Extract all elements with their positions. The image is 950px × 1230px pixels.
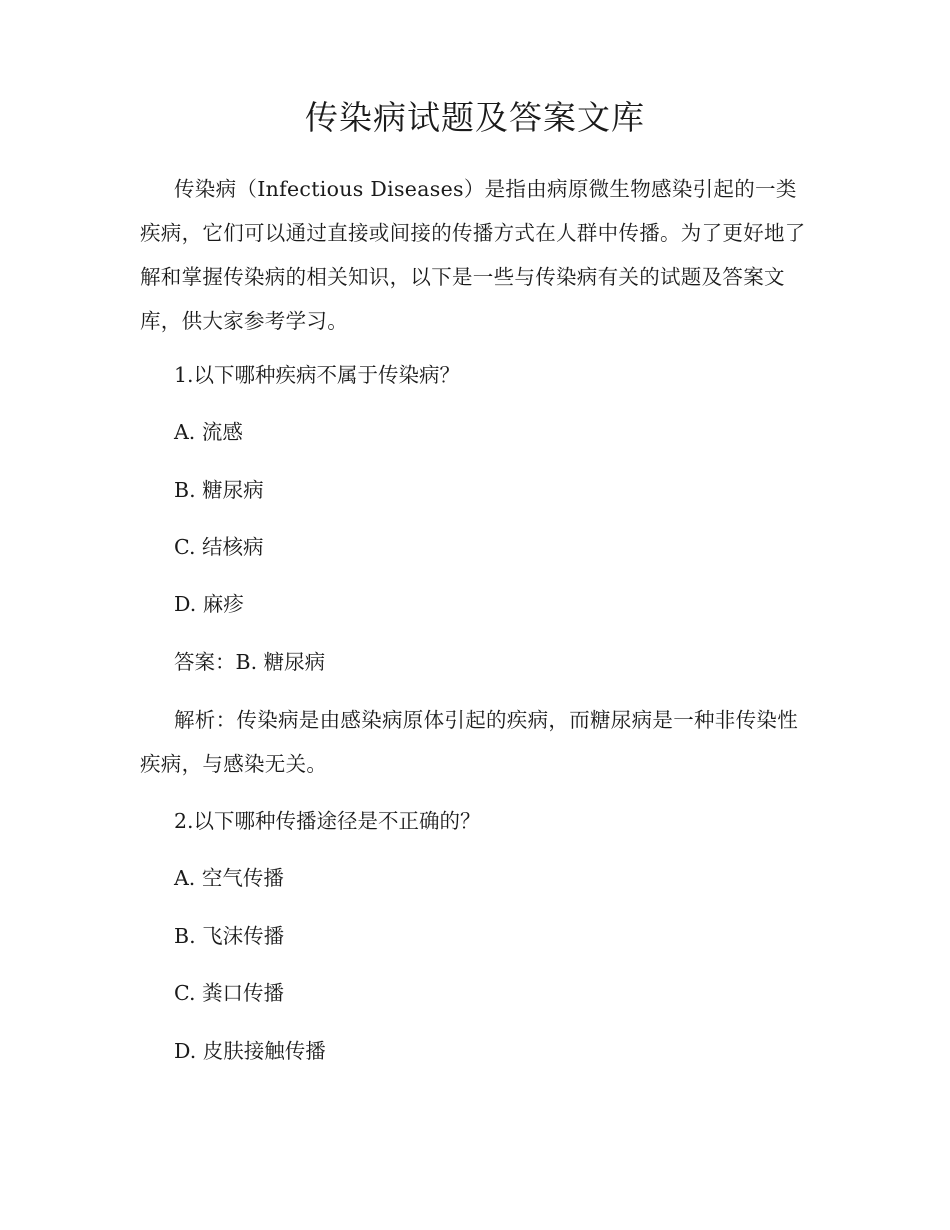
q2-option-c: C. 粪口传播 [174, 981, 284, 1005]
q2-option-d: D. 皮肤接触传播 [174, 1039, 326, 1063]
q2-option-a: A. 空气传播 [174, 866, 284, 890]
q1-option-c: C. 结核病 [174, 535, 264, 559]
q1-explanation: 解析：传染病是由感染病原体引起的疾病，而糖尿病是一种非传染性疾病，与感染无关。 [140, 708, 798, 776]
q1-answer: 答案：B. 糖尿病 [174, 650, 326, 674]
q1-option-b: B. 糖尿病 [174, 478, 264, 502]
intro-paragraph: 传染病（Infectious Diseases）是指由病原微生物感染引起的一类疾病，它们可以通过直接或间接的传播方式在人群中传播。为了更好地了解和掌握传染病的相关知识，以下是一些与传染病有关的试题及答案文库，供大家参考学习。 [140, 177, 806, 333]
q1-option-a: A. 流感 [174, 420, 243, 444]
q2-option-b: B. 飞沫传播 [174, 924, 285, 948]
question-2: 2.以下哪种传播途径是不正确的？ [174, 809, 481, 833]
q1-option-d: D. 麻疹 [174, 592, 244, 616]
question-1: 1.以下哪种疾病不属于传染病？ [174, 363, 461, 387]
document-title: 传染病试题及答案文库 [305, 98, 645, 137]
